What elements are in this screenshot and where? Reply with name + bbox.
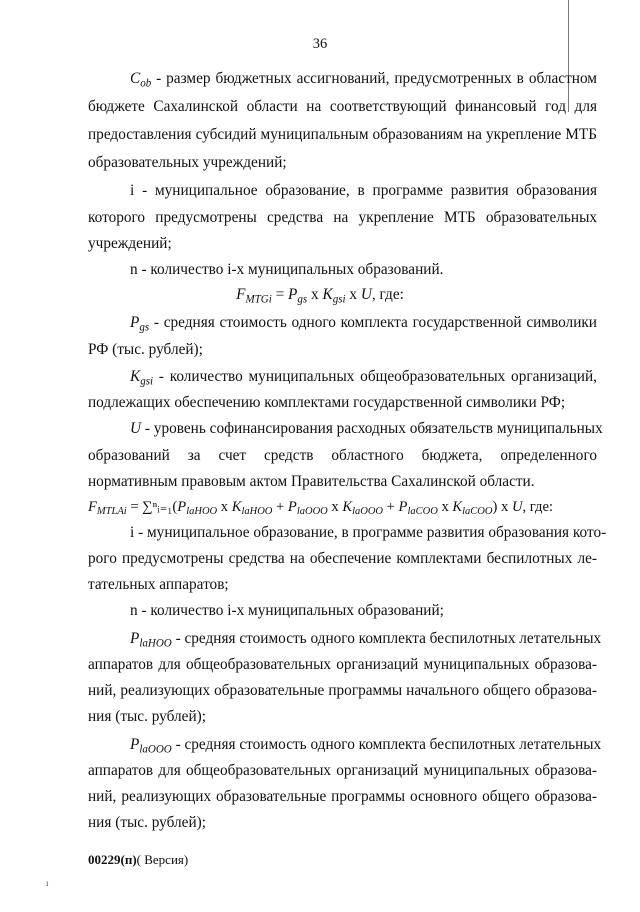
text-line: бюджете Сахалинской области на соответствующий финансовый год для (88, 98, 597, 115)
text-line: $P_{laOOO}$ - средняя стоимость одного комплекта беспилотных летательных (130, 736, 602, 756)
text-line: $K_{gsi}$ - количество муниципальных общеобразовательных организаций, (130, 368, 597, 388)
text-line: n - количество i-х муниципальных образований; (130, 602, 444, 619)
text-line: РФ (тыс. рублей); (88, 341, 203, 358)
formula-mtg: $F_{MTGi} = P_{gs}$ x $K_{gsi}$ x U, где: (236, 286, 404, 306)
text-line: $P_{gs}$ - средняя стоимость одного комплекта государственной символики (130, 314, 597, 334)
text-line: $P_{laHOO}$ - средняя стоимость одного комплекта беспилотных летательных (130, 630, 602, 650)
text-line: аппаратов для общеобразовательных организаций муниципальных образова- (88, 656, 597, 673)
text-line: учреждений; (88, 235, 172, 252)
text-line: которого предусмотрены средства на укрепление МТБ образовательных (88, 209, 597, 226)
text-line: подлежащих обеспечению комплектами государственной символики РФ; (88, 394, 566, 411)
margin-mark: ı (46, 878, 49, 888)
text-line: рого предусмотрены средства на обеспечение комплектами беспилотных ле- (88, 550, 597, 567)
text-line: аппаратов для общеобразовательных организаций муниципальных образова- (88, 762, 597, 779)
text-line: образовательных учреждений; (88, 154, 287, 171)
text-line: предоставления субсидий муниципальным образованиям на укрепление МТБ (88, 126, 597, 143)
text-line: ний, реализующих образовательные программы начального общего образова- (88, 682, 597, 699)
formula-mtla: $F_{MTLAi}$ = $\sum^nᵢ_{=1}(P_{laHOO}$ x $K_{laHOO} + P_{laOOO}$ x $K_{laOOO} + P_{laCOO}$ x $K_{laCOO}$) x U, где: (88, 499, 553, 518)
symbol-c-ob: $C_{ob}$ (130, 70, 152, 90)
text-line: тательных аппаратов; (88, 576, 229, 593)
text-line: n - количество i-х муниципальных образований. (130, 261, 444, 278)
text-line: U - уровень софинансирования расходных обязательств муниципальных (130, 420, 603, 437)
text-line: i - муниципальное образование, в программе развития образования кото- (130, 524, 607, 541)
text-line: ний, реализующих образовательные программы основного общего образова- (88, 788, 597, 805)
text-line: ния (тыс. рублей); (88, 814, 206, 831)
footer-doc-id: 00229(п)( Версия) (88, 852, 189, 867)
text-line: i - муниципальное образование, в программе развития образования (130, 182, 597, 199)
text-line: ния (тыс. рублей); (88, 708, 206, 725)
page-number: 36 (312, 36, 328, 52)
text-line: образований за счет средств областного бюджета, определенного (88, 447, 597, 464)
text-line: нормативным правовым актом Правительства Сахалинской области. (88, 473, 535, 490)
text-line: $C_{ob}$ - размер бюджетных ассигнований, предусмотренных в областном (130, 70, 597, 90)
